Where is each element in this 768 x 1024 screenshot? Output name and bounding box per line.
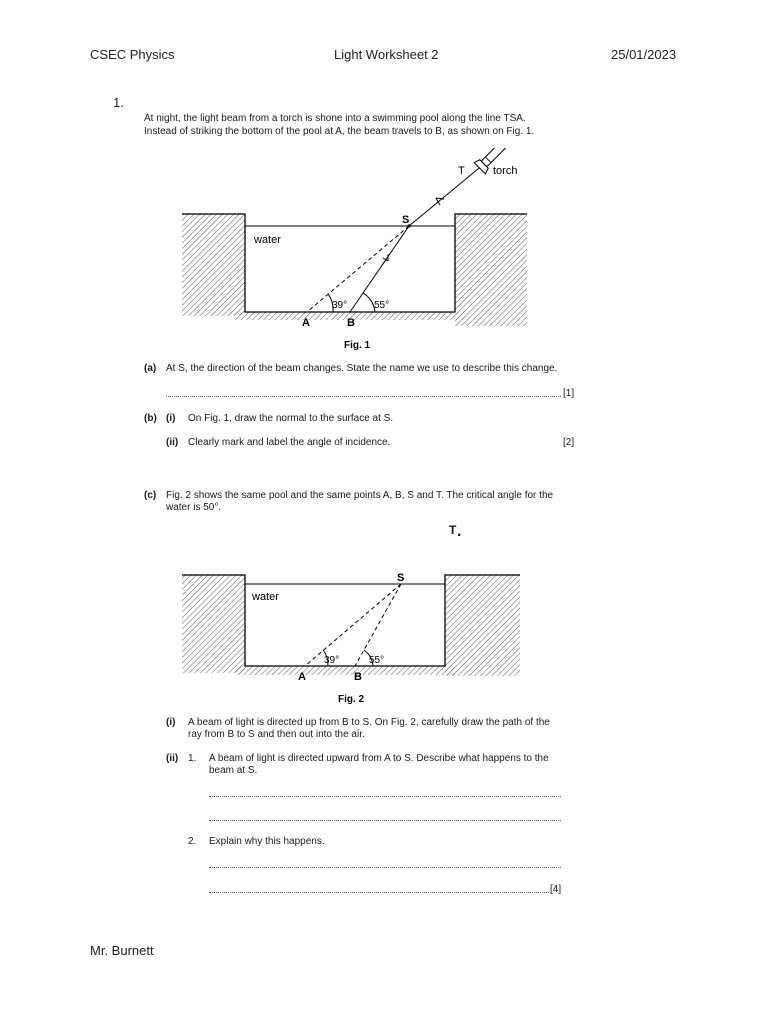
fig1-a-label: A <box>302 317 310 329</box>
part-a-label: (a) <box>144 363 157 374</box>
fig2-water-label: water <box>252 591 279 603</box>
part-c-text-1: Fig. 2 shows the same pool and the same points A, B, S and T. The critical angle for the <box>166 490 554 501</box>
question-number: 1. <box>113 95 124 110</box>
part-a-marks: [1] <box>563 388 575 399</box>
part-c-ii-number-1: 1. <box>188 753 197 764</box>
fig2-ground-hatching-left <box>182 574 245 673</box>
fig2-angle-b: 55° <box>369 655 385 666</box>
ground-hatching-right <box>455 213 527 326</box>
fig1-angle-a: 39° <box>332 300 348 311</box>
part-b-marks: [2] <box>563 437 575 448</box>
part-c-ii-q1-line-2: beam at S. <box>209 765 258 776</box>
part-c-label: (c) <box>144 490 157 501</box>
part-b-ii-label: (ii) <box>166 437 179 448</box>
fig1-caption: Fig. 1 <box>344 340 371 351</box>
fig2-b-label: B <box>354 671 362 683</box>
part-c-i-line-2: ray from B to S and then out into the air. <box>188 729 365 740</box>
part-b-ii-text: Clearly mark and label the angle of incidence. <box>188 437 391 448</box>
fig1-s-label: S <box>402 214 410 226</box>
answer-line-c-ii-1b <box>209 820 561 821</box>
figure-2 <box>175 568 535 708</box>
fig1-torch-label: torch <box>493 165 518 177</box>
answer-line-c-ii-2a <box>209 867 561 868</box>
fig2-caption: Fig. 2 <box>338 694 365 705</box>
intro-line-2: Instead of striking the bottom of the pool at A, the beam travels to B, as shown on Fig. 1. <box>144 126 535 137</box>
arrow-incident <box>436 198 444 205</box>
part-b-i-label: (i) <box>166 413 176 424</box>
part-c-i-label: (i) <box>166 717 176 728</box>
part-b-label: (b) <box>144 413 157 424</box>
part-c-text-2: water is 50°. <box>166 502 222 513</box>
part-c-ii-label: (ii) <box>166 753 179 764</box>
fig2-ground-hatching-right <box>445 574 520 676</box>
part-c-i-line-1: A beam of light is directed up from B to S. On Fig. 2, carefully draw the path of the <box>188 717 550 728</box>
answer-line-c-ii-1a <box>209 796 561 797</box>
intro-line-1: At night, the light beam from a torch is shone into a swimming pool along the line TSA. <box>144 113 526 124</box>
figure-1 <box>175 148 535 354</box>
ground-hatching-left <box>182 213 245 316</box>
fig2-angle-a: 39° <box>324 655 340 666</box>
fig1-t-label: T <box>458 165 465 177</box>
part-c-ii-q2: Explain why this happens. <box>209 836 325 847</box>
part-c-t-label: T <box>449 523 457 537</box>
answer-line-a <box>166 396 561 397</box>
part-a-text: At S, the direction of the beam changes. State the name we use to describe this change. <box>166 363 558 374</box>
fig1-water-label: water <box>254 234 281 246</box>
fig1-b-label: B <box>347 317 355 329</box>
part-c-ii-q1-line-1: A beam of light is directed upward from A to S. Describe what happens to the <box>209 753 549 764</box>
part-c-ii-marks: [4] <box>550 884 562 895</box>
fig2-a-label: A <box>298 671 306 683</box>
fig1-angle-b: 55° <box>374 300 390 311</box>
part-b-i-text: On Fig. 1, draw the normal to the surface at S. <box>188 413 394 424</box>
header-title: Light Worksheet 2 <box>334 47 439 62</box>
answer-line-c-ii-2b <box>209 892 549 893</box>
fig2-s-label: S <box>397 572 405 584</box>
point-t-dot: . <box>457 523 462 540</box>
part-c-ii-number-2: 2. <box>188 836 197 847</box>
header-date: 25/01/2023 <box>611 47 677 62</box>
header-course: CSEC Physics <box>90 47 175 62</box>
footer-author: Mr. Burnett <box>90 943 154 958</box>
